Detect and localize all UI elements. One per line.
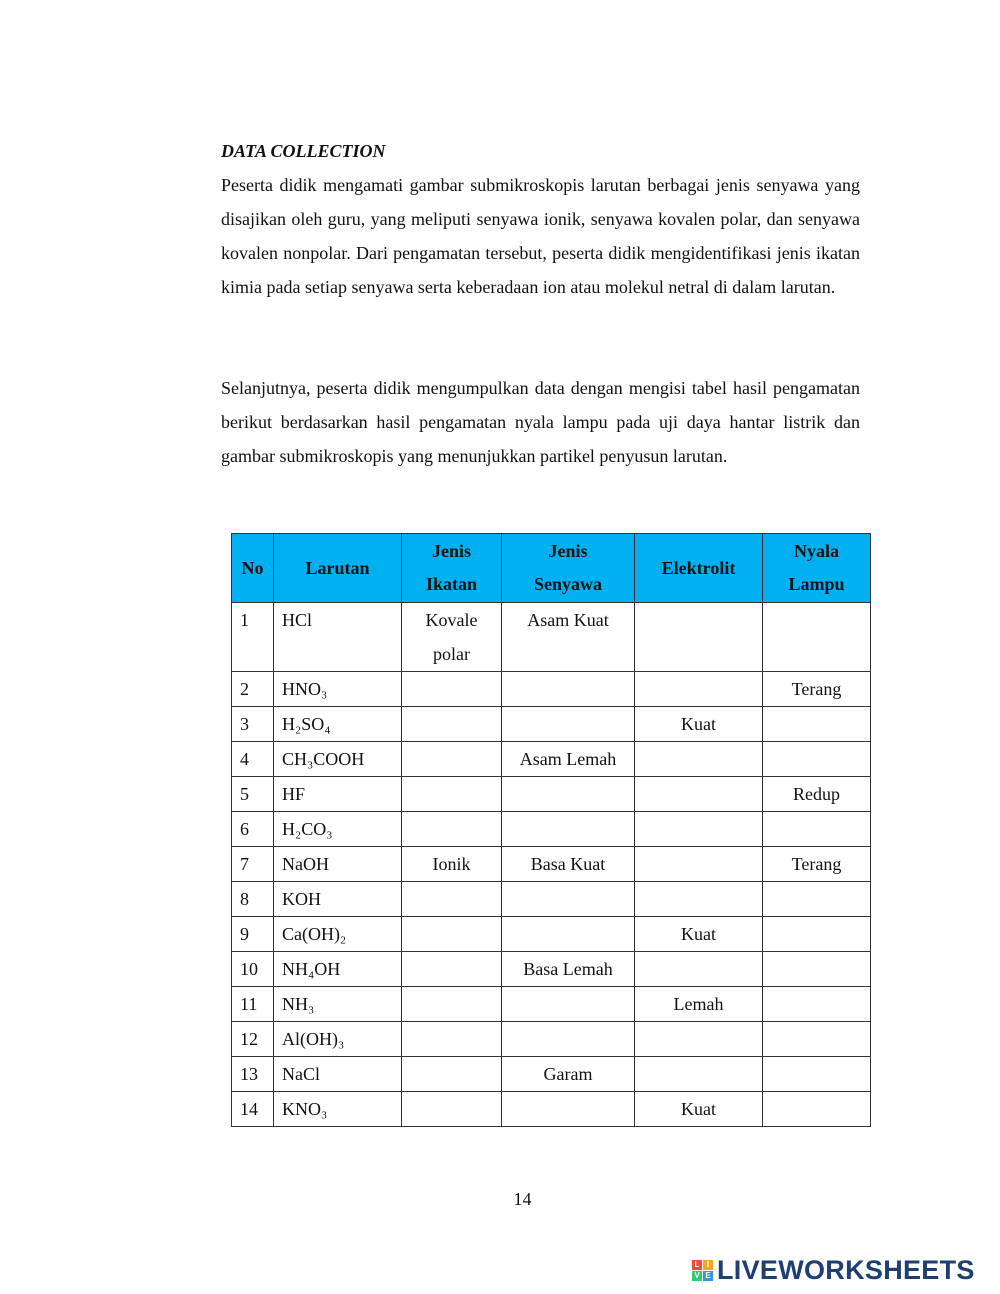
cell-nyala-lampu[interactable]: Redup: [763, 777, 871, 812]
cell-no: 3: [232, 707, 274, 742]
page-number: 14: [513, 1189, 532, 1209]
header-jenis-senyawa: [502, 534, 635, 603]
cell-jenis-ikatan[interactable]: [402, 812, 502, 847]
cell-jenis-ikatan[interactable]: [402, 987, 502, 1022]
cell-nyala-lampu[interactable]: [763, 603, 871, 672]
section-heading: DATA COLLECTION: [221, 141, 386, 161]
table-row: [232, 603, 871, 672]
cell-jenis-senyawa[interactable]: [502, 707, 635, 742]
cell-larutan: Al(OH)₃: [274, 1022, 402, 1057]
cell-no: 14: [232, 1092, 274, 1127]
table-row: [232, 672, 871, 707]
cell-nyala-lampu[interactable]: Terang: [763, 672, 871, 707]
cell-jenis-senyawa[interactable]: [502, 812, 635, 847]
cell-jenis-senyawa[interactable]: Asam Kuat: [502, 603, 635, 672]
cell-jenis-senyawa[interactable]: [502, 1092, 635, 1127]
cell-nyala-lampu[interactable]: [763, 1022, 871, 1057]
cell-nyala-lampu[interactable]: [763, 812, 871, 847]
cell-larutan: HF: [274, 777, 402, 812]
header-jenis-ikatan-line2: Ikatan: [425, 574, 478, 594]
header-jenis-ikatan-line1: Jenis: [431, 541, 471, 561]
logo-letter-l: L: [692, 1260, 702, 1270]
cell-nyala-lampu[interactable]: [763, 707, 871, 742]
header-jenis-senyawa-line2: Senyawa: [533, 574, 602, 594]
cell-elektrolit[interactable]: Kuat: [635, 1092, 763, 1127]
logo-letter-e: E: [703, 1271, 713, 1281]
cell-elektrolit[interactable]: Lemah: [635, 987, 763, 1022]
cell-no: 9: [232, 917, 274, 952]
cell-elektrolit[interactable]: [635, 882, 763, 917]
header-jenis-senyawa-line1: Jenis: [548, 541, 588, 561]
cell-nyala-lampu[interactable]: [763, 1057, 871, 1092]
cell-larutan: Ca(OH)₂: [274, 917, 402, 952]
cell-jenis-senyawa[interactable]: [502, 672, 635, 707]
cell-no: 7: [232, 847, 274, 882]
cell-jenis-ikatan[interactable]: [402, 917, 502, 952]
table-row: [232, 1022, 871, 1057]
cell-elektrolit[interactable]: [635, 742, 763, 777]
cell-jenis-senyawa[interactable]: [502, 987, 635, 1022]
cell-larutan: NaOH: [274, 847, 402, 882]
cell-jenis-ikatan[interactable]: [402, 742, 502, 777]
cell-larutan: NaCl: [274, 1057, 402, 1092]
cell-elektrolit[interactable]: [635, 777, 763, 812]
cell-jenis-ikatan[interactable]: [402, 882, 502, 917]
cell-elektrolit[interactable]: [635, 672, 763, 707]
cell-larutan: NH₄OH: [274, 952, 402, 987]
cell-larutan: KNO₃: [274, 1092, 402, 1127]
cell-larutan: H₂SO₄: [274, 707, 402, 742]
cell-jenis-ikatan[interactable]: [402, 603, 502, 672]
table-row: [232, 742, 871, 777]
table-row: [232, 1092, 871, 1127]
cell-jenis-ikatan[interactable]: [402, 707, 502, 742]
cell-jenis-senyawa[interactable]: [502, 917, 635, 952]
cell-no: 1: [232, 603, 274, 672]
cell-elektrolit[interactable]: [635, 1057, 763, 1092]
cell-nyala-lampu[interactable]: Terang: [763, 847, 871, 882]
cell-jenis-ikatan[interactable]: [402, 672, 502, 707]
logo-letter-i: I: [703, 1260, 713, 1270]
cell-jenis-ikatan[interactable]: Ionik: [402, 847, 502, 882]
cell-jenis-ikatan[interactable]: [402, 777, 502, 812]
cell-nyala-lampu[interactable]: [763, 1092, 871, 1127]
cell-no: 12: [232, 1022, 274, 1057]
table-row: [232, 1057, 871, 1092]
header-elektrolit: Elektrolit: [635, 534, 763, 603]
cell-jenis-senyawa[interactable]: [502, 777, 635, 812]
table-row: [232, 847, 871, 882]
cell-larutan: CH₃COOH: [274, 742, 402, 777]
cell-nyala-lampu[interactable]: [763, 952, 871, 987]
cell-nyala-lampu[interactable]: [763, 987, 871, 1022]
logo-grid-icon: [692, 1260, 713, 1281]
cell-no: 2: [232, 672, 274, 707]
cell-no: 6: [232, 812, 274, 847]
logo-letter-v: V: [692, 1271, 702, 1281]
cell-no: 10: [232, 952, 274, 987]
header-nyala-lampu-line2: Lampu: [788, 574, 845, 594]
table-row: [232, 882, 871, 917]
brand-name: LIVEWORKSHEETS: [717, 1254, 975, 1285]
cell-no: 8: [232, 882, 274, 917]
cell-jenis-ikatan[interactable]: [402, 1057, 502, 1092]
cell-elektrolit[interactable]: [635, 1022, 763, 1057]
cell-larutan: H₂CO₃: [274, 812, 402, 847]
paragraph-intro: Peserta didik mengamati gambar submikroskopis larutan berbagai jenis senyawa yang disajikan oleh guru, yang meliputi senyawa ionik, senyawa kovalen polar, dan senyawa kovalen nonpolar. Dari pengamatan tersebut, peserta didik mengidentifikasi jenis ikatan kimia pada setiap senyawa serta keberadaan ion atau molekul netral di dalam larutan.: [221, 175, 860, 297]
table-row: [232, 952, 871, 987]
header-larutan: Larutan: [274, 534, 402, 603]
cell-no: 5: [232, 777, 274, 812]
cell-nyala-lampu[interactable]: [763, 882, 871, 917]
cell-jenis-senyawa[interactable]: Garam: [502, 1057, 635, 1092]
table-row: [232, 812, 871, 847]
observation-table: [231, 533, 871, 1127]
cell-nyala-lampu[interactable]: [763, 917, 871, 952]
table-header-row: [232, 534, 871, 603]
cell-jenis-senyawa[interactable]: Asam Lemah: [502, 742, 635, 777]
cell-jenis-ikatan-line1: Kovale: [425, 610, 478, 630]
header-jenis-ikatan: [402, 534, 502, 603]
cell-elektrolit[interactable]: [635, 952, 763, 987]
paragraph-instructions: Selanjutnya, peserta didik mengumpulkan data dengan mengisi tabel hasil pengamatan berikut berdasarkan hasil pengamatan nyala lampu pada uji daya hantar listrik dan gambar submikroskopis yang menunjukkan partikel penyusun larutan.: [221, 378, 860, 466]
liveworksheets-logo: [692, 1254, 975, 1286]
cell-no: 13: [232, 1057, 274, 1092]
cell-jenis-senyawa[interactable]: [502, 882, 635, 917]
cell-elektrolit[interactable]: [635, 847, 763, 882]
cell-larutan: HNO₃: [274, 672, 402, 707]
table-row: [232, 917, 871, 952]
cell-elektrolit[interactable]: Kuat: [635, 707, 763, 742]
cell-nyala-lampu[interactable]: [763, 742, 871, 777]
cell-elektrolit[interactable]: Kuat: [635, 917, 763, 952]
cell-jenis-senyawa[interactable]: [502, 1022, 635, 1057]
cell-jenis-ikatan-line2: polar: [433, 644, 470, 664]
table-row: [232, 777, 871, 812]
table-row: [232, 987, 871, 1022]
cell-larutan: HCl: [274, 603, 402, 672]
table-row: [232, 707, 871, 742]
cell-no: 4: [232, 742, 274, 777]
cell-elektrolit[interactable]: [635, 812, 763, 847]
header-no: No: [232, 534, 274, 603]
header-nyala-lampu: [763, 534, 871, 603]
cell-elektrolit[interactable]: [635, 603, 763, 672]
cell-jenis-ikatan[interactable]: [402, 1092, 502, 1127]
cell-jenis-ikatan[interactable]: [402, 1022, 502, 1057]
cell-jenis-senyawa[interactable]: Basa Lemah: [502, 952, 635, 987]
cell-larutan: KOH: [274, 882, 402, 917]
cell-jenis-senyawa[interactable]: Basa Kuat: [502, 847, 635, 882]
cell-larutan: NH₃: [274, 987, 402, 1022]
cell-jenis-ikatan[interactable]: [402, 952, 502, 987]
cell-no: 11: [232, 987, 274, 1022]
header-nyala-lampu-line1: Nyala: [794, 541, 839, 561]
